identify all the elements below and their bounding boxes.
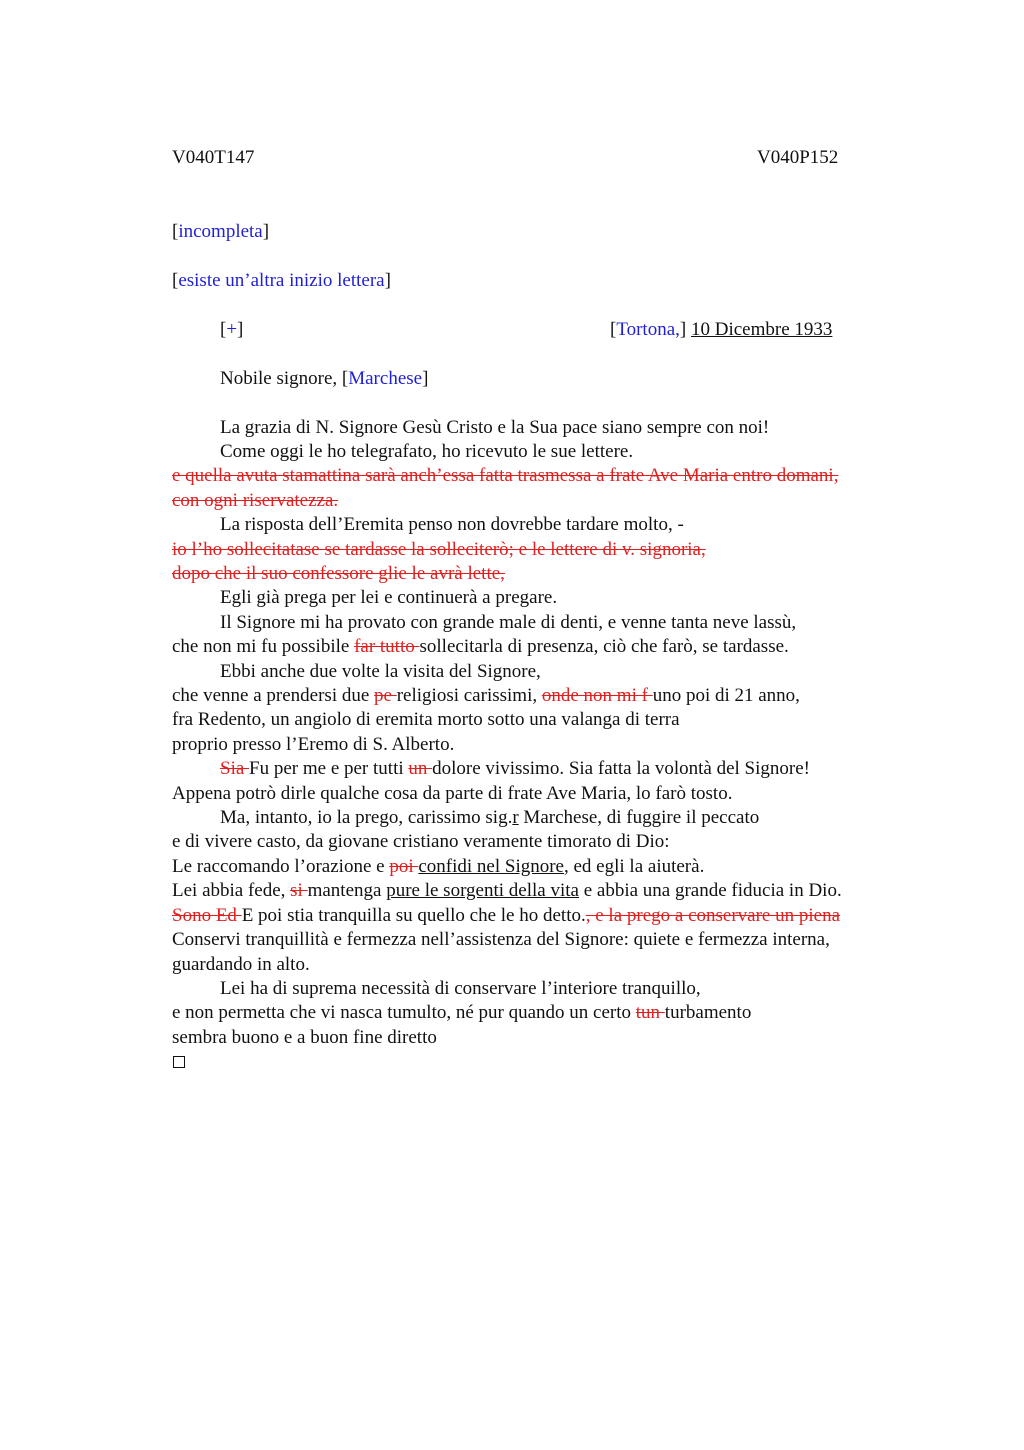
- line-8: Egli già prega per lei e continuerà a pregare.: [220, 587, 558, 608]
- salutation: Nobile signore, [Marchese]: [220, 368, 429, 389]
- line-10: che non mi fu possibile far tutto sollecitarla di presenza, ciò che farò, se tardasse.: [172, 636, 789, 657]
- line-15: Sia Fu per me e per tutti un dolore vivissimo. Sia fatta la volontà del Signore!: [220, 758, 810, 779]
- note-other-start: [esiste un’altra inizio lettera]: [172, 270, 391, 291]
- line-24: Lei ha di suprema necessità di conservare l’interiore tranquillo,: [220, 978, 701, 999]
- salutation-text: Nobile signore,: [220, 368, 342, 389]
- doc-code-right: V040P152: [757, 147, 839, 168]
- note-incomplete: [incompleta]: [172, 221, 270, 242]
- line-17: Ma, intanto, io la prego, carissimo sig.r Marchese, di fuggire il peccato: [220, 807, 760, 828]
- place-date: [Tortona,] 10 Dicembre 1933: [610, 319, 833, 340]
- line-4-deleted: con ogni riservatezza.: [172, 490, 339, 511]
- doc-code-left: V040T147: [172, 147, 255, 168]
- note-incomplete-text: incompleta: [178, 221, 263, 242]
- cross-mark: [+]: [220, 319, 244, 340]
- line-12: che venne a prendersi due pe religiosi carissimi, onde non mi f uno poi di 21 anno,: [172, 685, 800, 706]
- cross-mark-text: +: [226, 319, 238, 340]
- line-20: Lei abbia fede, si mantenga pure le sorgenti della vita e abbia una grande fiducia in Dio.: [172, 880, 842, 901]
- line-18: e di vivere casto, da giovane cristiano veramente timorato di Dio:: [172, 831, 670, 852]
- salutation-addressee: Marchese: [348, 368, 423, 389]
- line-3-deleted: e quella avuta stamattina sarà anch’essa fatta trasmessa a frate Ave Maria entro domani,: [172, 465, 839, 486]
- line-1: La grazia di N. Signore Gesù Cristo e la Sua pace siano sempre con noi!: [220, 417, 770, 438]
- line-21: Sono Ed E poi stia tranquilla su quello che le ho detto., e la prego a conservare un piena: [172, 905, 840, 926]
- line-9: Il Signore mi ha provato con grande male di denti, e venne tanta neve lassù,: [220, 612, 797, 633]
- place: Tortona,: [616, 319, 680, 340]
- note-other-start-text: esiste un’altra inizio lettera: [178, 270, 385, 291]
- line-13: fra Redento, un angiolo di eremita morto sotto una valanga di terra: [172, 709, 680, 730]
- line-7-deleted: dopo che il suo confessore glie le avrà lette,: [172, 563, 505, 584]
- line-19: Le raccomando l’orazione e poi confidi nel Signore, ed egli la aiuterà.: [172, 856, 705, 877]
- date: 10 Dicembre 1933: [690, 319, 833, 340]
- end-box-icon: [173, 1051, 185, 1075]
- line-6-deleted: io l’ho sollecitatase se tardasse la solleciterò; e le lettere di v. signoria,: [172, 539, 706, 560]
- line-25: e non permetta che vi nasca tumulto, né pur quando un certo tun turbamento: [172, 1002, 752, 1023]
- line-22: Conservi tranquillità e fermezza nell’assistenza del Signore: quiete e fermezza interna,: [172, 929, 830, 950]
- line-2: Come oggi le ho telegrafato, ho ricevuto le sue lettere.: [220, 441, 634, 462]
- line-16: Appena potrò dirle qualche cosa da parte di frate Ave Maria, lo farò tosto.: [172, 783, 733, 804]
- line-14: proprio presso l’Eremo di S. Alberto.: [172, 734, 455, 755]
- line-23: guardando in alto.: [172, 954, 310, 975]
- line-5: La risposta dell’Eremita penso non dovrebbe tardare molto, -: [220, 514, 684, 535]
- line-11: Ebbi anche due volte la visita del Signore,: [220, 661, 541, 682]
- line-26: sembra buono e a buon fine diretto: [172, 1027, 437, 1048]
